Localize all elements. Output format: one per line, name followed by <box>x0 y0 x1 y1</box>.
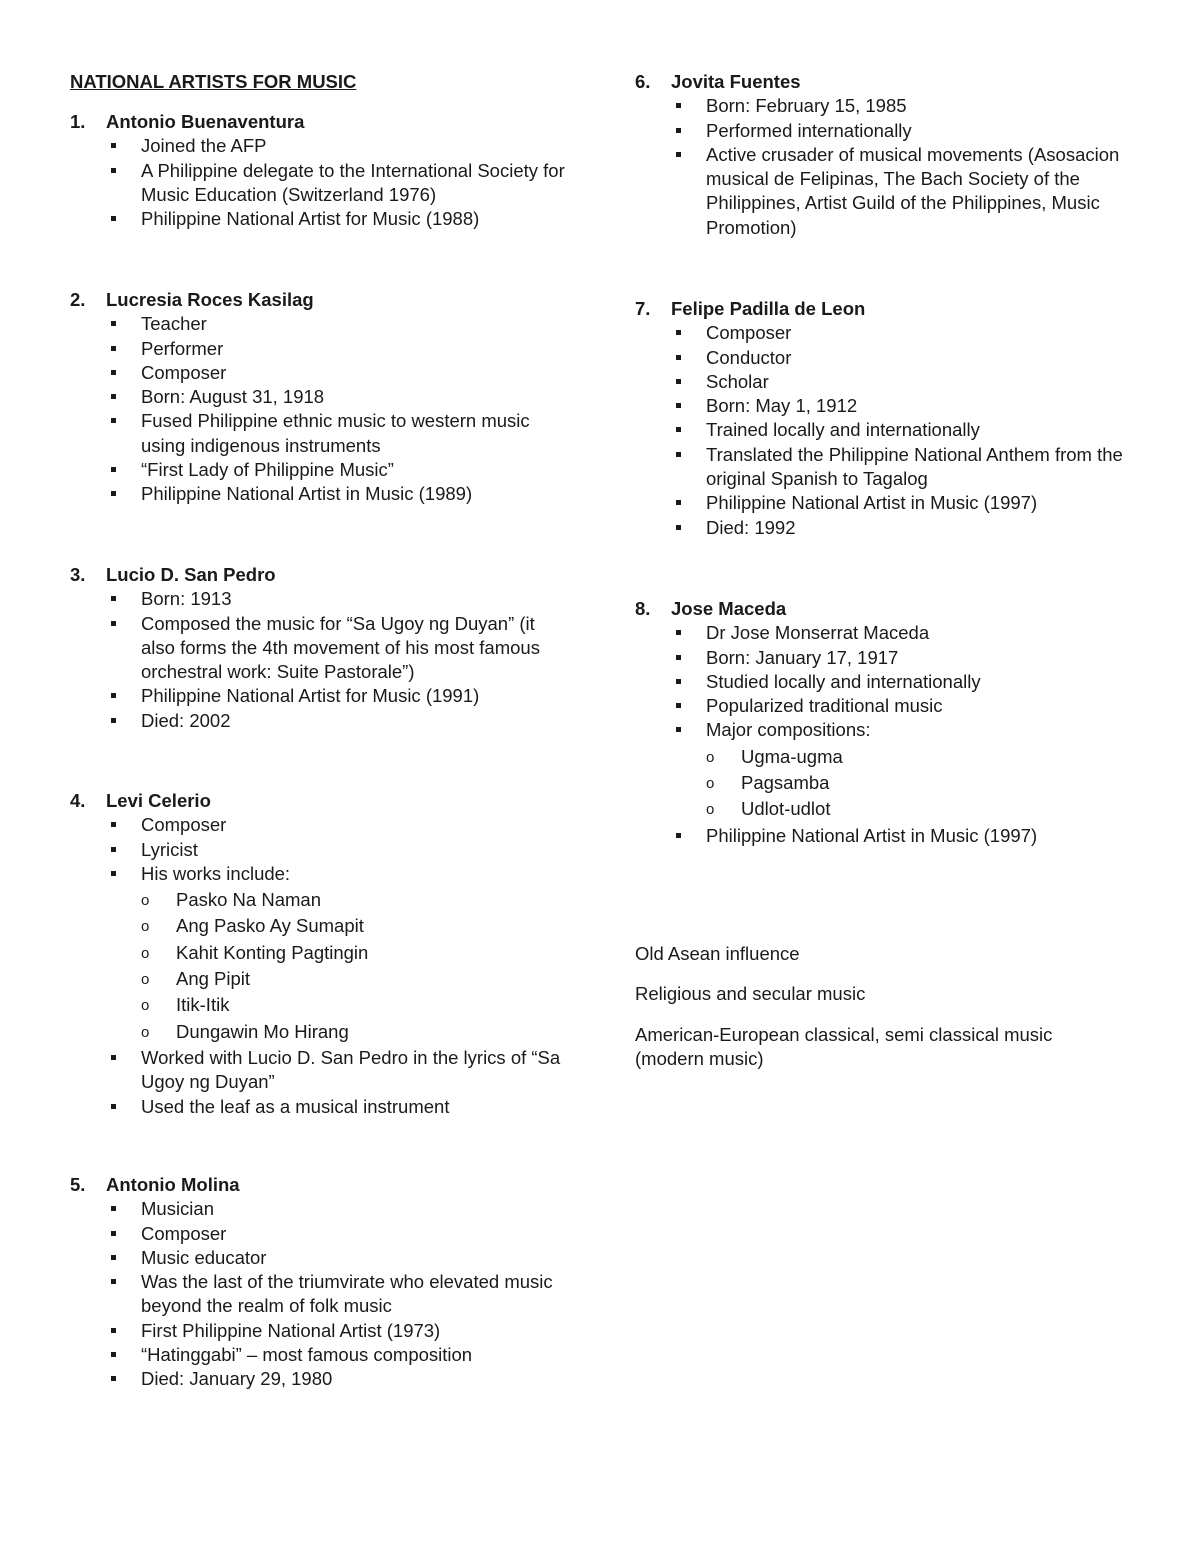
artist-section-6 <box>635 70 1125 240</box>
bullet-item: Died: January 29, 1980 <box>70 1367 570 1391</box>
bullet-item: Composer <box>635 321 1125 345</box>
sub-bullet-item: o Udlot-udlot <box>635 797 1125 821</box>
bullet-list <box>70 134 570 231</box>
bullet-item: Music educator <box>70 1246 570 1270</box>
bullet-list <box>70 312 570 506</box>
bullet-item: Composed the music for “Sa Ugoy ng Duyan” (it also forms the 4th movement of his most famous orchestral work: Suite Pastorale”) <box>70 612 570 685</box>
notes-block <box>635 942 1105 1087</box>
bullet-item: Was the last of the triumvirate who elevated music beyond the realm of folk music <box>70 1270 570 1319</box>
bullet-item: Performed internationally <box>635 119 1125 143</box>
artist-number: 5. <box>70 1174 86 1195</box>
sub-bullet-item: o Dungawin Mo Hirang <box>70 1020 570 1044</box>
bullet-list <box>635 94 1125 240</box>
artist-name: Lucio D. San Pedro <box>106 564 276 585</box>
bullet-item: Active crusader of musical movements (Asosacion musical de Felipinas, The Bach Society of the Philippines, Artist Guild of the Philippines, Music Promotion) <box>635 143 1125 240</box>
bullet-item: Scholar <box>635 370 1125 394</box>
artist-section-5 <box>70 1173 570 1392</box>
bullet-item: Teacher <box>70 312 570 336</box>
artist-heading <box>70 789 570 813</box>
bullet-item: Philippine National Artist in Music (1997) <box>635 491 1125 515</box>
artist-heading <box>70 563 570 587</box>
bullet-item: A Philippine delegate to the International Society for Music Education (Switzerland 1976) <box>70 159 570 208</box>
bullet-item: Popularized traditional music <box>635 694 1125 718</box>
artist-section-8 <box>635 597 1125 848</box>
bullet-item: Major compositions: <box>635 718 1125 742</box>
artist-heading <box>70 288 570 312</box>
sub-bullet-item: o Pasko Na Naman <box>70 888 570 912</box>
bullet-item: Philippine National Artist for Music (1988) <box>70 207 570 231</box>
bullet-item: Philippine National Artist in Music (1997) <box>635 824 1125 848</box>
bullet-item: Musician <box>70 1197 570 1221</box>
artist-name: Antonio Buenaventura <box>106 111 305 132</box>
artist-section-1 <box>70 110 570 231</box>
artist-heading <box>635 597 1125 621</box>
bullet-list <box>635 621 1125 848</box>
bullet-item: Born: May 1, 1912 <box>635 394 1125 418</box>
artist-name: Antonio Molina <box>106 1174 240 1195</box>
sub-bullet-item: o Pagsamba <box>635 771 1125 795</box>
artist-name: Levi Celerio <box>106 790 211 811</box>
artist-heading <box>635 70 1125 94</box>
note-line: American-European classical, semi classical music (modern music) <box>635 1023 1053 1069</box>
bullet-item: Born: August 31, 1918 <box>70 385 570 409</box>
bullet-item: Studied locally and internationally <box>635 670 1125 694</box>
bullet-item: Philippine National Artist in Music (1989) <box>70 482 570 506</box>
sub-bullet-item: o Ugma-ugma <box>635 745 1125 769</box>
artist-section-2 <box>70 288 570 507</box>
bullet-item: Worked with Lucio D. San Pedro in the lyrics of “Sa Ugoy ng Duyan” <box>70 1046 570 1095</box>
sub-bullet-item: o Ang Pipit <box>70 967 570 991</box>
bullet-item: Lyricist <box>70 838 570 862</box>
bullet-item: Dr Jose Monserrat Maceda <box>635 621 1125 645</box>
artist-heading <box>635 297 1125 321</box>
artist-name: Jovita Fuentes <box>671 71 801 92</box>
bullet-list <box>70 1197 570 1391</box>
artist-section-7 <box>635 297 1125 540</box>
bullet-item: Born: February 15, 1985 <box>635 94 1125 118</box>
bullet-list <box>70 813 570 1119</box>
bullet-item: “Hatinggabi” – most famous composition <box>70 1343 570 1367</box>
bullet-item: Conductor <box>635 346 1125 370</box>
bullet-item: Died: 2002 <box>70 709 570 733</box>
artist-heading <box>70 1173 570 1197</box>
bullet-item: Joined the AFP <box>70 134 570 158</box>
sub-bullet-item: o Ang Pasko Ay Sumapit <box>70 914 570 938</box>
bullet-item: Philippine National Artist for Music (1991) <box>70 684 570 708</box>
artist-number: 8. <box>635 598 651 619</box>
bullet-item: Composer <box>70 1222 570 1246</box>
artist-section-3 <box>70 563 570 733</box>
bullet-item: His works include: <box>70 862 570 886</box>
bullet-item: Trained locally and internationally <box>635 418 1125 442</box>
bullet-item: Died: 1992 <box>635 516 1125 540</box>
artist-number: 6. <box>635 71 651 92</box>
artist-number: 4. <box>70 790 86 811</box>
bullet-item: Composer <box>70 361 570 385</box>
bullet-item: “First Lady of Philippine Music” <box>70 458 570 482</box>
artist-section-4 <box>70 789 570 1119</box>
bullet-item: Used the leaf as a musical instrument <box>70 1095 570 1119</box>
note-line: Old Asean influence <box>635 943 800 964</box>
note-line: Religious and secular music <box>635 983 866 1005</box>
bullet-item: Fused Philippine ethnic music to western music using indigenous instruments <box>70 409 570 458</box>
bullet-list <box>635 321 1125 540</box>
bullet-item: Born: 1913 <box>70 587 570 611</box>
sub-bullet-item: o Kahit Konting Pagtingin <box>70 941 570 965</box>
artist-name: Jose Maceda <box>671 598 787 619</box>
artist-number: 1. <box>70 111 86 132</box>
bullet-list <box>70 587 570 733</box>
bullet-item: Translated the Philippine National Anthem from the original Spanish to Tagalog <box>635 443 1125 492</box>
artist-name: Felipe Padilla de Leon <box>671 298 866 319</box>
bullet-item: Composer <box>70 813 570 837</box>
artist-heading <box>70 110 570 134</box>
artist-number: 7. <box>635 298 651 319</box>
artist-number: 3. <box>70 564 86 585</box>
bullet-item: Performer <box>70 337 570 361</box>
artist-name: Lucresia Roces Kasilag <box>106 289 314 310</box>
page-title: NATIONAL ARTISTS FOR MUSIC <box>70 71 357 92</box>
bullet-item: Born: January 17, 1917 <box>635 646 1125 670</box>
sub-bullet-item: o Itik-Itik <box>70 993 570 1017</box>
artist-number: 2. <box>70 289 86 310</box>
bullet-item: First Philippine National Artist (1973) <box>70 1319 570 1343</box>
